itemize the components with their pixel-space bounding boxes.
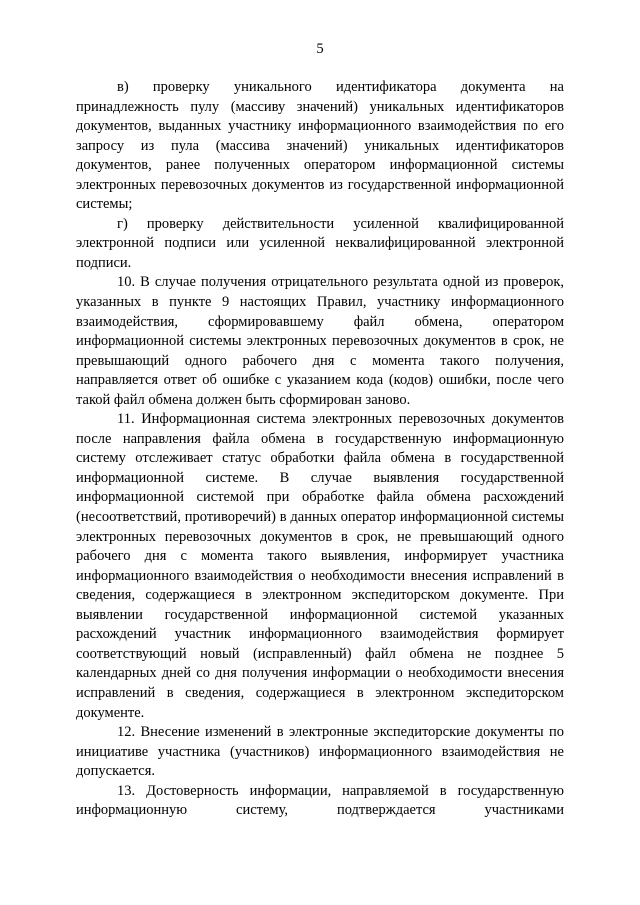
paragraph-11: 11. Информационная система электронных перевозочных документов после направления файла обмена в государственную информационную систему отслеживает статус обработки файла обмена в государственной информационной системе. В случае выявления государственной информационной системой при обработке файла обмена расхождений (несоответствий, противоречий) в данных оператор информационной системы электронных перевозочных документов в срок, не превышающий одного рабочего дня с момента такого выявления, информирует участника информационного взаимодействия о необходимости внесения исправлений в сведения, содержащиеся в электронном экспедиторском документе. При выявлении государственной информационной системой указанных расхождений участник информационного взаимодействия формирует соответствующий новый (исправленный) файл обмена не позднее 5 календарных дней со дня получения информации о необходимости внесения исправлений в сведения, содержащиеся в электронном экспедиторском документе.	[76, 411, 564, 721]
page-number: 5	[316, 41, 324, 57]
paragraph-10: 10. В случае получения отрицательного результата одной из проверок, указанных в пункте 9 настоящих Правил, участнику информационного взаимодействия, сформировавшему файл обмена, оператором информационной системы электронных перевозочных документов в срок, не превышающий одного рабочего дня с момента такого получения, направляется ответ об ошибке с указанием кода (кодов) ошибки, после чего такой файл обмена должен быть сформирован заново.	[76, 274, 564, 408]
document-body	[76, 78, 564, 821]
paragraph-13: 13. Достоверность информации, направляемой в государственную информационную систему, подтверждается участниками	[76, 782, 564, 819]
paragraph-item-g: г) проверку действительности усиленной квалифицированной электронной подписи или усиленной неквалифицированной электронной подписи.	[76, 215, 564, 271]
paragraph-item-v: в) проверку уникального идентификатора документа на принадлежность пулу (массиву значений) уникальных идентификаторов документов, выданных участнику информационного взаимодействия по его запросу из пула (массива значений) уникальных идентификаторов документов, ранее полученных оператором информационной системы электронных перевозочных документов из государственной информационной системы;	[76, 79, 564, 213]
paragraph-12: 12. Внесение изменений в электронные экспедиторские документы по инициативе участника (участников) информационного взаимодействия не допускается.	[76, 724, 564, 780]
